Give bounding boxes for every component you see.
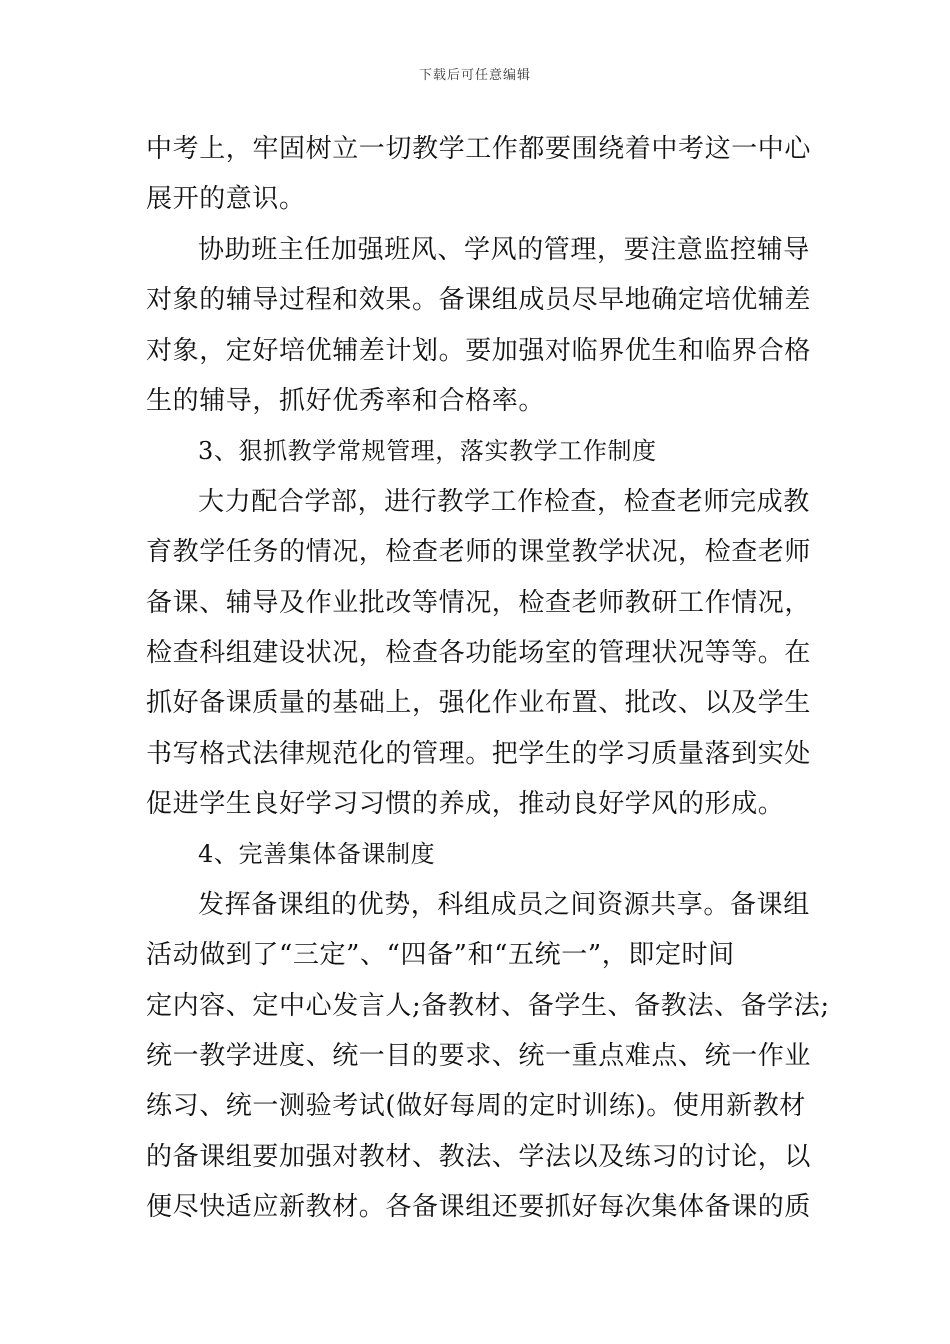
text-line: 对象的辅导过程和效果。备课组成员尽早地确定培优辅差 — [146, 285, 812, 316]
paragraph-start-line: 协助班主任加强班风、学风的管理，要注意监控辅导 — [198, 234, 810, 265]
text-line: 检查科组建设状况，检查各功能场室的管理状况等等。在 — [146, 637, 812, 668]
text-line: 备课、辅导及作业批改等情况，检查老师教研工作情况， — [146, 587, 812, 618]
page-header-note: 下载后可任意编辑 — [418, 68, 531, 83]
text-line: 对象，定好培优辅差计划。要加强对临界优生和临界合格 — [146, 335, 812, 366]
paragraph-start-line: 大力配合学部，进行教学工作检查，检查老师完成教 — [198, 486, 810, 517]
text-line: 生的辅导，抓好优秀率和合格率。 — [146, 385, 546, 416]
text-line: 育教学任务的情况，检查老师的课堂教学状况，检查老师 — [146, 537, 812, 568]
text-line: 便尽快适应新教材。各备课组还要抓好每次集体备课的质 — [146, 1192, 812, 1223]
section-heading-4: 4、完善集体备课制度 — [198, 840, 436, 869]
text-line: 统一教学进度、统一目的要求、统一重点难点、统一作业 — [146, 1041, 812, 1072]
text-line: 抓好备课质量的基础上，强化作业布置、批改、以及学生 — [146, 688, 812, 719]
text-line: 促进学生良好学习习惯的养成，推动良好学风的形成。 — [146, 789, 785, 820]
text-line: 中考上，牢固树立一切教学工作都要围绕着中考这一中心 — [146, 134, 812, 164]
text-line: 定内容、定中心发言人;备教材、备学生、备教法、备学法; — [146, 990, 830, 1021]
paragraph-start-line: 发挥备课组的优势，科组成员之间资源共享。备课组 — [198, 889, 810, 920]
text-line: 书写格式法律规范化的管理。把学生的学习质量落到实处 — [146, 738, 812, 769]
text-line: 活动做到了“三定”、“四备”和“五统一”，即定时间 — [146, 940, 735, 971]
text-line: 的备课组要加强对教材、教法、学法以及练习的讨论，以 — [146, 1141, 812, 1172]
section-heading-3: 3、狠抓教学常规管理，落实教学工作制度 — [198, 437, 657, 466]
text-line: 展开的意识。 — [146, 184, 306, 215]
text-line: 练习、统一测验考试(做好每周的定时训练)。使用新教材 — [146, 1091, 806, 1122]
document-body — [146, 124, 830, 1233]
